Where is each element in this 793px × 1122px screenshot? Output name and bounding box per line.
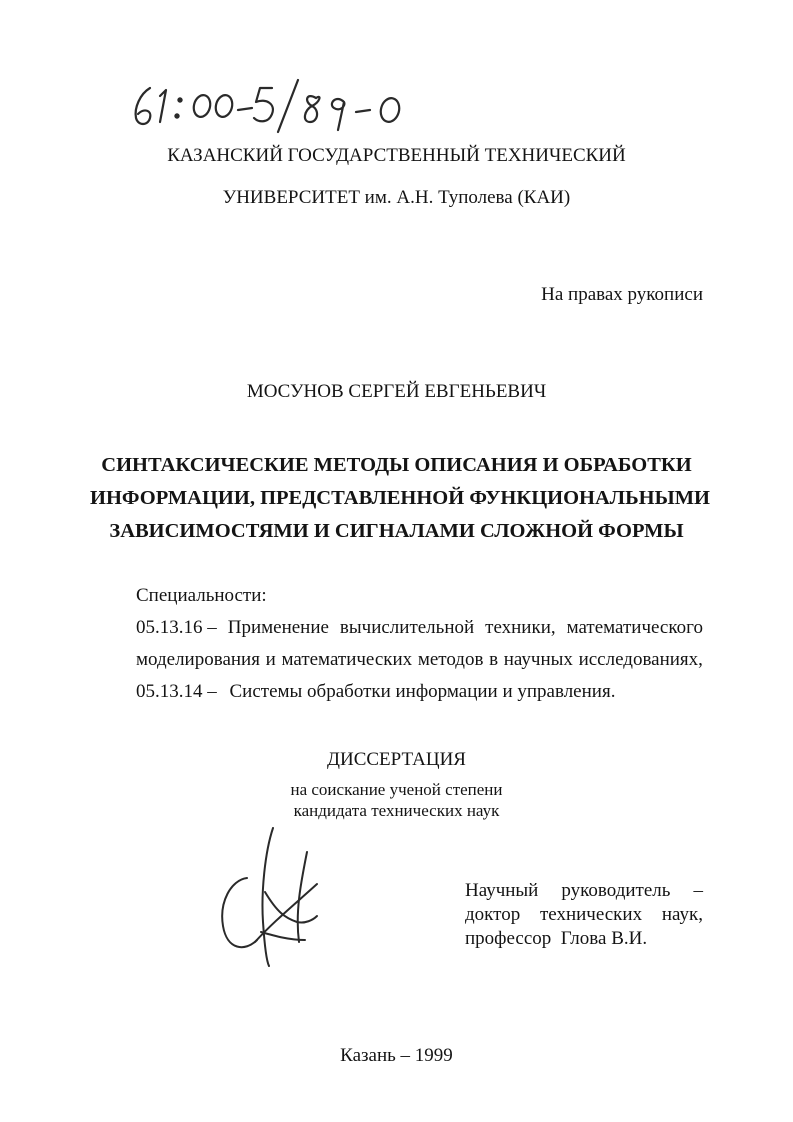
place-and-year: Казань – 1999 — [340, 1045, 453, 1066]
specialty-1-cont-word: моделирования — [136, 649, 260, 670]
dissertation-heading: ДИССЕРТАЦИЯ — [327, 749, 466, 770]
specialty-1-word: техники, — [485, 617, 556, 638]
title-line-2: ИНФОРМАЦИИ, ПРЕДСТАВЛЕННОЙ ФУНКЦИОНАЛЬНЫМИ — [90, 487, 711, 509]
supervisor-word: наук, — [661, 904, 703, 925]
specialty-1-cont-word: и — [265, 649, 276, 670]
specialties-heading: Специальности: — [136, 585, 267, 606]
degree-line-1: на соискание ученой степени — [290, 780, 503, 799]
title-line-1: СИНТАКСИЧЕСКИЕ МЕТОДЫ ОПИСАНИЯ И ОБРАБОТКИ — [101, 454, 692, 476]
university-name-line-2: УНИВЕРСИТЕТ им. А.Н. Туполева (КАИ) — [222, 187, 571, 208]
author-name: МОСУНОВ СЕРГЕЙ ЕВГЕНЬЕВИЧ — [246, 381, 547, 402]
specialty-1-line-1 — [136, 617, 703, 639]
specialty-2-text: Системы обработки информации и управления. — [229, 681, 616, 702]
dissertation-title — [90, 449, 711, 548]
manuscript-rights-note: На правах рукописи — [541, 284, 703, 305]
specialty-2-line — [136, 681, 703, 703]
author-signature — [205, 822, 345, 972]
supervisor-word: Научный — [465, 880, 539, 901]
specialty-1-cont-word: научных — [503, 649, 573, 670]
specialty-1-word: математического — [566, 617, 703, 638]
specialty-1-line-2 — [136, 649, 703, 671]
specialty-1-cont-word: в — [489, 649, 499, 670]
degree-line-2: кандидата технических наук — [293, 801, 500, 820]
specialty-1-cont-word: исследованиях, — [578, 649, 703, 670]
specialty-1-word: вычислительной — [339, 617, 475, 638]
title-line-3: ЗАВИСИМОСТЯМИ И СИГНАЛАМИ СЛОЖНОЙ ФОРМЫ — [109, 520, 684, 542]
university-name-line-1: КАЗАНСКИЙ ГОСУДАРСТВЕННЫЙ ТЕХНИЧЕСКИЙ — [167, 145, 626, 166]
specialty-1-code: 05.13.16 – — [136, 617, 217, 638]
specialty-1-word: Применение — [227, 617, 329, 638]
supervisor-word: – — [693, 880, 703, 901]
supervisor-line-2 — [465, 904, 703, 926]
supervisor-name: профессор Глова В.И. — [465, 928, 648, 949]
supervisor-word: доктор — [465, 904, 521, 925]
specialty-2-code: 05.13.14 – — [136, 681, 217, 702]
specialty-1-cont-word: математических — [281, 649, 413, 670]
supervisor-word: технических — [539, 904, 643, 925]
specialty-1-cont-word: методов — [417, 649, 484, 670]
supervisor-word: руководитель — [561, 880, 671, 901]
supervisor-line-1 — [465, 880, 703, 902]
handwritten-archive-code — [120, 70, 420, 140]
